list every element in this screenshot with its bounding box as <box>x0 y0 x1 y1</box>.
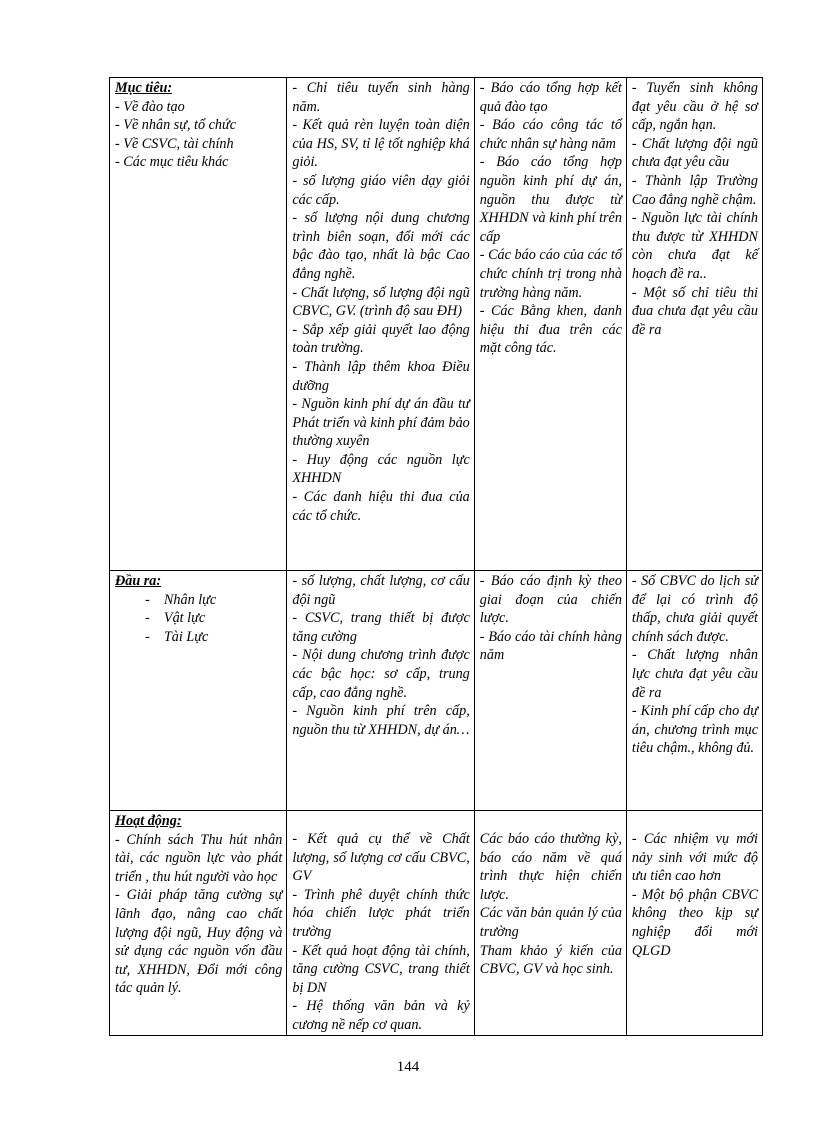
row-heading-cell <box>110 78 287 571</box>
table-row <box>110 571 763 811</box>
list-item: - Nhân lực <box>145 591 217 608</box>
list-item: - Nguồn kinh phí trên cấp, nguồn thu từ XHHDN, dự án… <box>292 703 470 738</box>
list-item: - Báo cáo tài chính hàng năm <box>479 628 622 664</box>
list-item: - Vật lực <box>145 610 206 627</box>
list-item: - Báo cáo tổng hợp nguồn kinh phí dự án, nguồn thu được từ XHHDN và kinh phí trên cấp <box>479 154 622 245</box>
list-item: - Báo cáo định kỳ theo giai đoạn của chiến lược. <box>479 573 622 627</box>
indicators-cell <box>287 811 474 1036</box>
list-item: - Các danh hiệu thi đua của các tổ chức. <box>292 489 470 524</box>
list-item: - Về đào tạo <box>115 98 185 115</box>
risks-cell <box>626 571 762 811</box>
list-item: - Báo cáo công tác tổ chức nhân sự hàng năm <box>479 117 622 152</box>
list-item: - Chất lượng đội ngũ chưa đạt yêu cầu <box>631 135 758 171</box>
list-item: - Các nhiệm vụ mới nảy sinh với mức độ ưu tiên cao hơn <box>631 831 758 885</box>
list-item: - Kinh phí cấp cho dự án, chương trình mục tiêu chậm., không đủ. <box>631 703 758 757</box>
sources-cell <box>474 811 626 1036</box>
list-item: - Số CBVC do lịch sử để lại có trình độ thấp, chưa giải quyết chính sách được. <box>631 573 758 645</box>
row-heading: Mục tiêu: <box>115 80 173 96</box>
list-item: - Các báo cáo của các tổ chức chính trị trong nhà trường hàng năm. <box>479 247 622 301</box>
list-item: - số lượng, chất lượng, cơ cấu đội ngũ <box>292 573 470 608</box>
list-item: - Một bộ phận CBVC không theo kịp sự nghiệp đổi mới QLGD <box>631 886 758 959</box>
list-item: - Chất lượng nhân lực chưa đạt yêu cầu đề ra <box>631 647 758 701</box>
list-item: Tham khảo ý kiến của CBVC, GV và học sinh. <box>479 942 622 978</box>
list-item: - Báo cáo tổng hợp kết quả đào tạo <box>479 80 622 115</box>
indicators-cell <box>287 571 474 811</box>
list-item: - Một số chỉ tiêu thi đua chưa đạt yêu cầu đề ra <box>631 284 758 338</box>
list-item: - Hệ thống văn bản và kỷ cương nề nếp cơ quan. <box>292 998 470 1033</box>
list-item: - Các mục tiêu khác <box>115 154 229 171</box>
list-item: - Nguồn lực tài chính thu được từ XHHDN còn chưa đạt kế hoạch đề ra.. <box>631 210 758 282</box>
risks-cell <box>626 811 762 1036</box>
risks-cell <box>626 78 762 571</box>
list-item: - Tuyển sinh không đạt yêu cầu ở hệ sơ cấp, ngắn hạn. <box>631 80 758 134</box>
list-item: - số lượng giáo viên dạy giỏi các cấp. <box>292 172 470 208</box>
list-item: - Kết quả rèn luyện toàn diện của HS, SV, tỉ lệ tốt nghiệp khá giỏi. <box>292 117 470 171</box>
list-item: - Nội dung chương trình được các bậc học: sơ cấp, trung cấp, cao đẳng nghề. <box>292 647 470 701</box>
list-item: - Giải pháp tăng cường sự lãnh đạo, nâng cao chất lượng đội ngũ, Huy động và sử dụng các nguồn vốn đầu tư, XHHDN, Đổi mới công tác quản lý. <box>115 887 283 997</box>
list-item: - Các Bằng khen, danh hiệu thi đua trên các mặt công tác. <box>479 303 622 357</box>
list-item: - Chất lượng, số lượng đội ngũ CBVC, GV. (trình độ sau ĐH) <box>292 284 470 320</box>
row-heading: Hoạt động: <box>115 813 182 829</box>
list-item: - Về CSVC, tài chính <box>115 135 234 152</box>
sources-cell <box>474 78 626 571</box>
list-item: - Sắp xếp giải quyết lao động toàn trường. <box>292 321 470 357</box>
row-heading-cell <box>110 571 287 811</box>
list-item: - Về nhân sự, tổ chức <box>115 117 237 134</box>
table-row <box>110 78 763 571</box>
list-item: - Trình phê duyệt chính thức hóa chiến lược phát triển trường <box>292 886 470 940</box>
list-item: - Kết quả cụ thể về Chất lượng, số lượng cơ cấu CBVC, GV <box>292 831 470 885</box>
list-item: - Huy động các nguồn lực XHHDN <box>292 451 470 487</box>
list-item: - Thành lập Trường Cao đẳng nghề chậm. <box>631 172 758 208</box>
table-row <box>110 811 763 1036</box>
row-heading-cell <box>110 811 287 1036</box>
list-item: - Chỉ tiêu tuyển sinh hàng năm. <box>292 80 470 115</box>
indicators-cell <box>287 78 474 571</box>
list-item: - Tài Lực <box>145 628 209 645</box>
list-item: - Kết quả hoạt động tài chính, tăng cường CSVC, trang thiết bị DN <box>292 942 470 996</box>
strategy-table <box>109 77 763 1036</box>
list-item: - CSVC, trang thiết bị được tăng cường <box>292 610 470 645</box>
list-item: - Chính sách Thu hút nhân tài, các nguồn lực vào phát triển , thu hút người vào học <box>115 831 283 885</box>
list-item: Các văn bản quản lý của trường <box>479 905 622 940</box>
list-item: - Thành lập thêm khoa Điều dưỡng <box>292 358 470 394</box>
list-item: Các báo cáo thường kỳ, báo cáo năm về quá trình thực hiện chiến lược. <box>479 831 622 903</box>
sources-cell <box>474 571 626 811</box>
page-number: 144 <box>396 1059 420 1075</box>
list-item: - Nguồn kinh phí dự án đầu tư Phát triển và kinh phí đảm bảo thường xuyên <box>292 396 470 450</box>
list-item: - số lượng nội dung chương trình biên soạn, đổi mới các bậc đào tạo, nhất là bậc Cao đẳng nghề. <box>292 210 470 282</box>
row-heading: Đầu ra: <box>115 573 162 589</box>
